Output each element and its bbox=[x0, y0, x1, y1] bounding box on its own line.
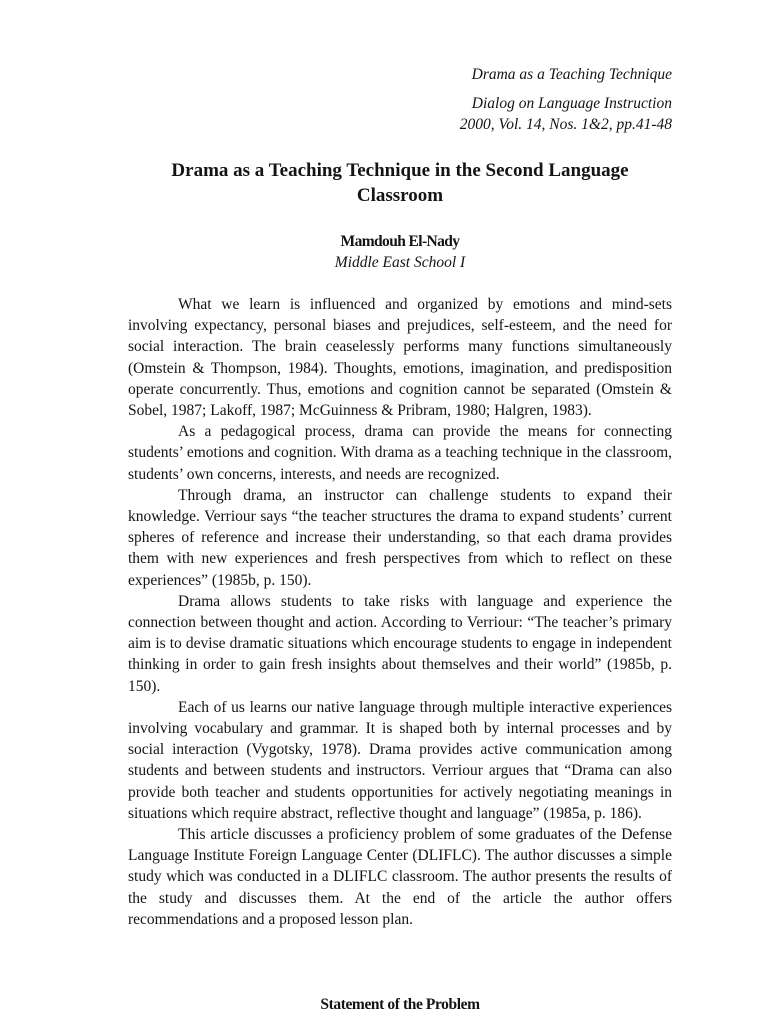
author-block bbox=[128, 231, 672, 273]
running-header bbox=[460, 64, 672, 135]
author-affiliation: Middle East School I bbox=[334, 254, 466, 271]
section-heading: Statement of the Problem bbox=[320, 996, 480, 1013]
article-body bbox=[128, 294, 672, 930]
running-title: Drama as a Teaching Technique bbox=[471, 66, 672, 83]
body-paragraph: Each of us learns our native language through multiple interactive experiences involving vocabulary and grammar. It is shaped both by internal processes and by social interaction (Vygotsky, 1978). Drama provides active communication among students and between students and instructors. Verriour argues that “Drama can also provide both teacher and students opportunities for actively negotiating meanings in situations which require abstract, reflective thought and language” (1985a, p. 186). bbox=[128, 698, 672, 822]
article-title: Drama as a Teaching Technique in the Second Language Classroom bbox=[171, 160, 629, 206]
body-paragraph: As a pedagogical process, drama can provide the means for connecting students’ emotions and cognition. With drama as a teaching technique in the classroom, students’ own concerns, interests, and needs are recognized. bbox=[128, 423, 672, 483]
body-paragraph: What we learn is influenced and organized by emotions and mind-sets involving expectancy, personal biases and prejudices, self-esteem, and the need for social interaction. The brain ceaselessly performs many functions simultaneously (Omstein & Thompson, 1984). Thoughts, emotions, imagination, and predisposition operate concurrently. Thus, emotions and cognition cannot be separated (Omstein & Sobel, 1987; Lakoff, 1987; McGuinness & Pribram, 1980; Halgren, 1983). bbox=[128, 296, 672, 420]
journal-name: Dialog on Language Instruction bbox=[471, 95, 672, 112]
body-paragraph: Through drama, an instructor can challenge students to expand their knowledge. Verriour says “the teacher structures the drama to expand students’ current spheres of reference and increase their understanding, so that each drama provides them with new experiences and fresh perspectives from which to reflect on these experiences” (1985b, p. 150). bbox=[128, 486, 672, 589]
body-paragraph: Drama allows students to take risks with language and experience the connection between thought and action. According to Verriour: “The teacher’s primary aim is to devise dramatic situations which encourage students to engage in independent thinking in order to gain fresh insights about themselves and their world” (1985b, p. 150). bbox=[128, 592, 672, 695]
body-paragraph: This article discusses a proficiency problem of some graduates of the Defense Language Institute Foreign Language Center (DLIFLC). The author discusses a simple study which was conducted in a DLIFLC classroom. The author presents the results of the study and discusses them. At the end of the article the author offers recommendations and a proposed lesson plan. bbox=[128, 826, 672, 928]
author-name: Mamdouh El-Nady bbox=[340, 233, 460, 250]
journal-citation: 2000, Vol. 14, Nos. 1&2, pp.41-48 bbox=[459, 116, 672, 133]
